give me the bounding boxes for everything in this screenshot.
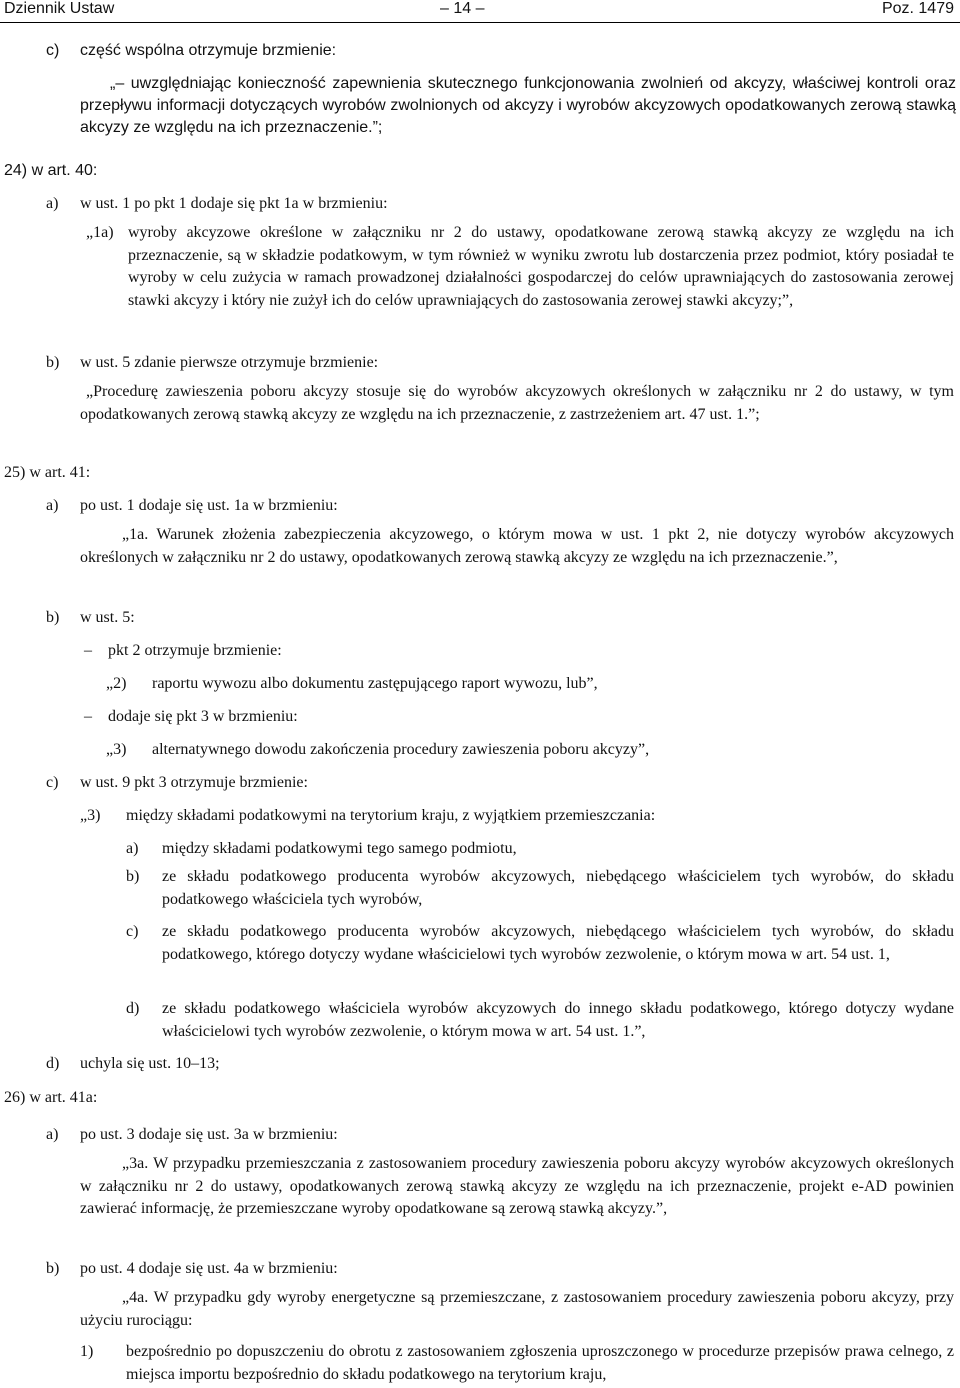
item-25d-text: uchyla się ust. 10–13; bbox=[80, 1055, 220, 1072]
item-26a-text: po ust. 3 dodaje się ust. 3a w brzmieniu: bbox=[80, 1126, 338, 1143]
quote-1a-label: „1a) bbox=[86, 224, 114, 241]
page-number: – 14 – bbox=[440, 0, 485, 17]
quote-4a: „4a. W przypadku gdy wyroby energetyczne są przemieszczane, z zastosowaniem procedury zawieszenia poboru akcyzy, przy użyciu rurociągu: bbox=[80, 1289, 954, 1329]
item-26b-label: b) bbox=[46, 1260, 60, 1277]
quote-c3-text: między składami podatkowymi na terytorium kraju, z wyjątkiem przemieszczania: bbox=[126, 807, 656, 824]
dash-2: – bbox=[84, 708, 92, 725]
quote-procedure: „Procedurę zawieszenia poboru akcyzy stosuje się do wyrobów akcyzowych określonych w załączniku nr 2 do ustawy, w tym opodatkowanych zerową stawką akcyzy ze względu na ich przeznaczenie, z zastrzeżeniem art. 47 ust. 1.”; bbox=[80, 383, 954, 423]
item-1-label: 1) bbox=[80, 1343, 94, 1360]
sub-d-label: d) bbox=[126, 1000, 140, 1017]
dash-2-text: dodaje się pkt 3 w brzmieniu: bbox=[108, 708, 298, 725]
quote-c3-label: „3) bbox=[80, 807, 101, 824]
item-c-text: część wspólna otrzymuje brzmienie: bbox=[80, 42, 337, 59]
quote-3-label: „3) bbox=[106, 741, 127, 758]
item-24b-label: b) bbox=[46, 354, 60, 371]
dash-1: – bbox=[84, 642, 92, 659]
item-25b-label: b) bbox=[46, 609, 60, 626]
sub-c-label: c) bbox=[126, 923, 139, 940]
item-c-label: c) bbox=[46, 42, 60, 59]
journal-name: Dziennik Ustaw bbox=[4, 0, 115, 17]
point-25: 25) w art. 41: bbox=[4, 464, 91, 481]
sub-c-text: ze składu podatkowego producenta wyrobów akcyzowych, niebędącego właścicielem tych wyrobów, do składu podatkowego, którego dotyczy wydane właścicielowi tych wyrobów zezwolenie, o którym mowa w art. 54 ust. 1, bbox=[162, 923, 954, 963]
item-25c-label: c) bbox=[46, 774, 59, 791]
item-25c-text: w ust. 9 pkt 3 otrzymuje brzmienie: bbox=[80, 774, 308, 791]
common-part-quote: „– uwzględniając konieczność zapewnienia skutecznego funkcjonowania zwolnień od akcyzy, właściwej kontroli oraz przepływu informacji dotyczących wyrobów zwolnionych od akcyzy i wyrobów akcyzowych opodatkowanych zerową stawką akcyzy ze względu na ich przeznaczenie.”; bbox=[80, 75, 956, 136]
quote-2-text: raportu wywozu albo dokumentu zastępującego raport wywozu, lub”, bbox=[152, 675, 598, 692]
item-26a-label: a) bbox=[46, 1126, 59, 1143]
item-1-text: bezpośrednio po dopuszczeniu do obrotu z zastosowaniem zgłoszenia uproszczonego w procedurze przepisów prawa celnego, z miejsca importu bezpośrednio do składu podatkowego na terytorium kraju, bbox=[126, 1343, 954, 1383]
item-25a-label: a) bbox=[46, 497, 59, 514]
item-24b-text: w ust. 5 zdanie pierwsze otrzymuje brzmienie: bbox=[80, 354, 379, 371]
item-25a-text: po ust. 1 dodaje się ust. 1a w brzmieniu: bbox=[80, 497, 338, 514]
item-25d-label: d) bbox=[46, 1055, 60, 1072]
dash-1-text: pkt 2 otrzymuje brzmienie: bbox=[108, 642, 282, 659]
sub-b-label: b) bbox=[126, 868, 140, 885]
sub-a-text: między składami podatkowymi tego samego podmiotu, bbox=[162, 840, 517, 857]
item-24a-label: a) bbox=[46, 195, 59, 212]
quote-2-label: „2) bbox=[106, 675, 127, 692]
sub-b-text: ze składu podatkowego producenta wyrobów akcyzowych, niebędącego właścicielem tych wyrobów, do składu podatkowego właściciela tych wyrobów, bbox=[162, 868, 954, 908]
sub-d-text: ze składu podatkowego właściciela wyrobów akcyzowych do innego składu podatkowego, którego dotyczy wydane właścicielowi tych wyrobów zezwolenie, o którym mowa w art. 54 ust. 1.”, bbox=[162, 1000, 954, 1040]
point-24: 24) w art. 40: bbox=[4, 162, 98, 179]
quote-3a: „3a. W przypadku przemieszczania z zastosowaniem procedury zawieszenia poboru akcyzy wyrobów akcyzowych określonych w załączniku nr 2 do ustawy, opodatkowanych zerową stawką akcyzy ze względu na ich przeznaczenie, projekt e-AD powinien zawierać informację, że przemieszczane wyroby opodatkowane są zerową stawką akcyzy.”, bbox=[80, 1155, 954, 1217]
item-24a-text: w ust. 1 po pkt 1 dodaje się pkt 1a w brzmieniu: bbox=[80, 195, 388, 212]
position-number: Poz. 1479 bbox=[881, 0, 954, 17]
quote-1a-text: wyroby akcyzowe określone w załączniku nr 2 do ustawy, opodatkowane zerową stawką akcyzy ze względu na ich przeznaczenie, są w składzie podatkowym, w tym również w wyniku zwrotu lub dostarczenia przez podmiot, który posiadał te wyroby w celu zużycia w ramach prowadzonej działalności gospodarczej do celów uprawniających do zastosowania zerowej stawki akcyzy i który nie zużył ich do celów uprawniających do zastosowania zerowej stawki akcyzy;”, bbox=[128, 224, 954, 309]
quote-1a-guarantee: „1a. Warunek złożenia zabezpieczenia akcyzowego, o którym mowa w ust. 1 pkt 2, nie dotyczy wyrobów akcyzowych określonych w załączniku nr 2 do ustawy, opodatkowanych zerową stawką akcyzy ze względu na ich przeznaczenie.”, bbox=[80, 526, 954, 566]
item-25b-text: w ust. 5: bbox=[80, 609, 135, 626]
page-header bbox=[0, 0, 960, 23]
point-26: 26) w art. 41a: bbox=[4, 1089, 98, 1106]
quote-3-text: alternatywnego dowodu zakończenia procedury zawieszenia poboru akcyzy”, bbox=[152, 741, 650, 758]
sub-a-label: a) bbox=[126, 840, 139, 857]
item-26b-text: po ust. 4 dodaje się ust. 4a w brzmieniu: bbox=[80, 1260, 338, 1277]
